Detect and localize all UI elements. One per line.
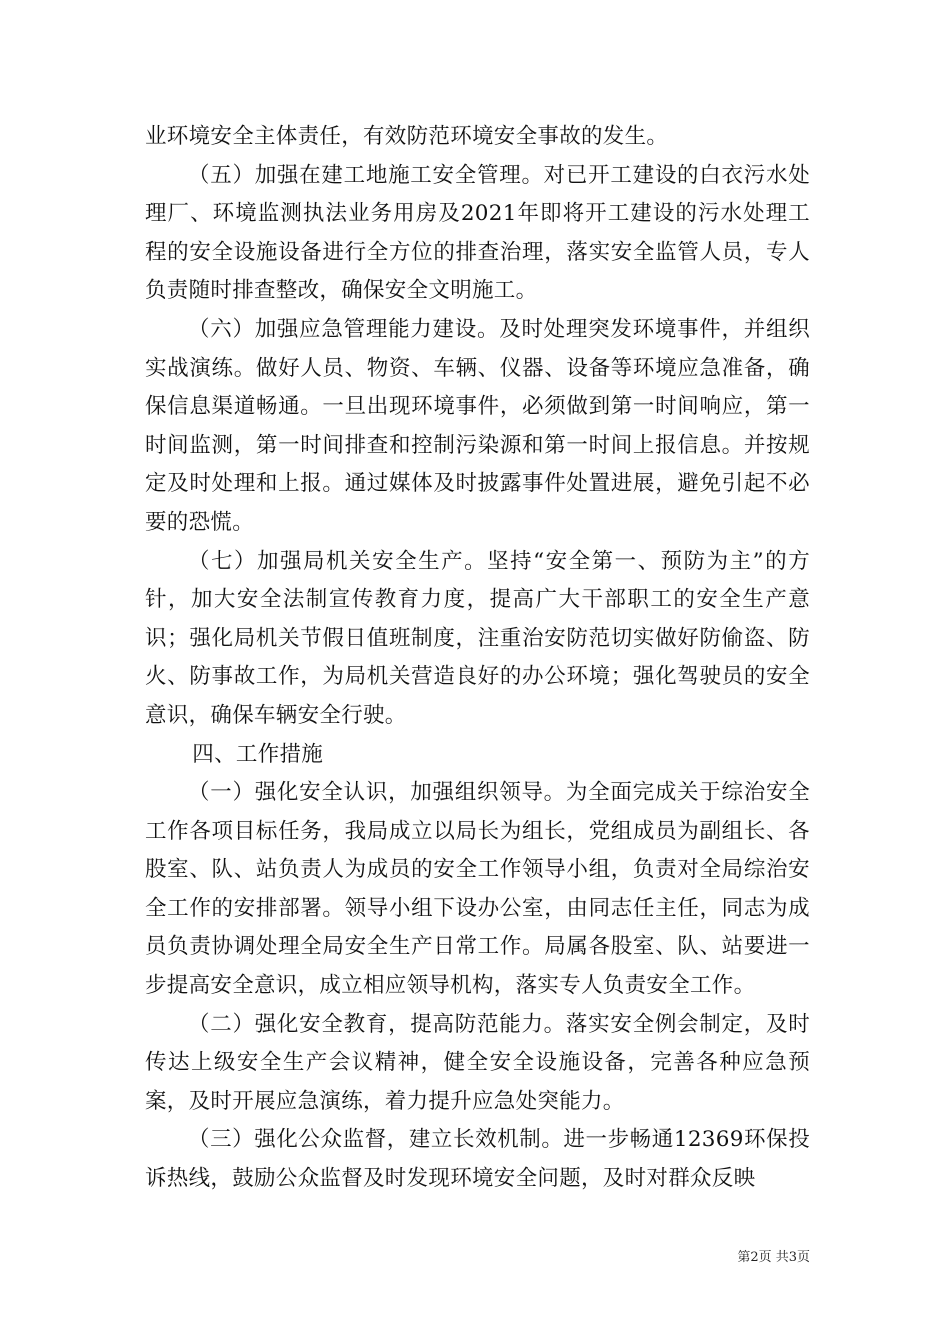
section-heading-work-measures: 四、工作措施 [192, 741, 324, 767]
paragraph-item-7: （七）加强局机关安全生产。坚持“安全第一、预防为主”的方针，加大安全法制宣传教育力度，提高广大干部职工的安全生产意识；强化局机关节假日值班制度，注重治安防范切实做好防偷盗、防火、防事故工作，为局机关营造良好的办公环境；强化驾驶员的安全意识，确保车辆安全行驶。 [145, 548, 810, 728]
paragraph-measure-3: （三）强化公众监督，建立长效机制。进一步畅通12369环保投诉热线，鼓励公众监督及时发现环境安全问题，及时对群众反映 [145, 1127, 810, 1192]
paragraph-item-6: （六）加强应急管理能力建设。及时处理突发环境事件，并组织实战演练。做好人员、物资、车辆、仪器、设备等环境应急准备，确保信息渠道畅通。一旦出现环境事件，必须做到第一时间响应，第一时间监测，第一时间排查和控制污染源和第一时间上报信息。并按规定及时处理和上报。通过媒体及时披露事件处置进展，避免引起不必要的恐慌。 [145, 316, 810, 535]
paragraph-continuation: 业环境安全主体责任，有效防范环境安全事故的发生。 [145, 124, 669, 149]
paragraph-item-5: （五）加强在建工地施工安全管理。对已开工建设的白衣污水处理厂、环境监测执法业务用房及2021年即将开工建设的污水处理工程的安全设施设备进行全方位的排查治理，落实安全监管人员，专人负责随时排查整改，确保安全文明施工。 [145, 162, 810, 304]
paragraph-measure-2: （二）强化安全教育，提高防范能力。落实安全例会制定，及时传达上级安全生产会议精神，健全安全设施设备，完善各种应急预案，及时开展应急演练，着力提升应急处突能力。 [145, 1011, 810, 1114]
paragraph-measure-1: （一）强化安全认识，加强组织领导。为全面完成关于综治安全工作各项目标任务，我局成立以局长为组长，党组成员为副组长、各股室、队、站负责人为成员的安全工作领导小组，负责对全局综治安全工作的安排部署。领导小组下设办公室，由同志任主任，同志为成员负责协调处理全局安全生产日常工作。局属各股室、队、站要进一步提高安全意识，成立相应领导机构，落实专人负责安全工作。 [145, 780, 810, 999]
document-body [145, 118, 810, 1199]
page-number-footer: 第2页 共3页 [737, 1250, 810, 1265]
